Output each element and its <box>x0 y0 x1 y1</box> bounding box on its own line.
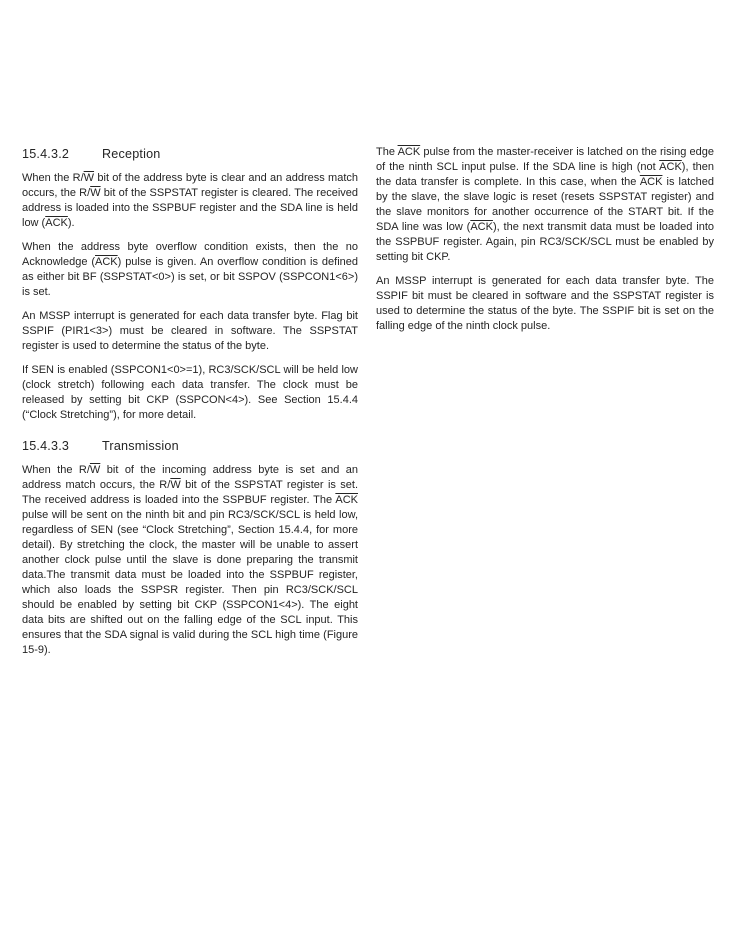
text-run: ) pulse is given. An overflow condition is defined as either bit BF (SSPSTAT<0>) is set, or bit SSPOV (SSPCON1<6>) is set. <box>22 256 358 298</box>
section-title: Reception <box>102 147 161 161</box>
text-run: is latched by the slave, the slave logic is reset (resets SSPSTAT register) and the slave monitors for another occurrence of the START bit. If the SDA line was low ( <box>376 176 714 233</box>
overlined-signal: $\overline{ACK}$ <box>95 256 118 268</box>
paragraph <box>22 463 358 658</box>
text-run: When the R/ <box>22 172 84 184</box>
text-run: The <box>376 146 398 158</box>
column-left <box>22 147 358 667</box>
text-run: pulse from the master-receiver is latched on the rising edge of the ninth SCL input pulse. If the SDA line is high (not <box>376 146 714 173</box>
section-heading <box>22 147 358 162</box>
text-run: ), then the data transfer is complete. In this case, when the <box>376 161 715 188</box>
text-run: When the R/ <box>22 464 90 476</box>
paragraph <box>376 145 714 265</box>
text-run: If SEN is enabled (SSPCON1<0>=1), RC3/SCK/SCL will be held low (clock stretch) following each data transfer. The clock must be released by setting bit CKP (SSPCON<4>). See Section 15.4.4 (“Clock Stretching”), for more detail. <box>22 364 358 421</box>
section-number: 15.4.3.2 <box>22 147 70 161</box>
overlined-signal: $\overline{ACK}$ <box>45 217 68 229</box>
text-run: When the address byte overflow condition exists, then the no Acknowledge ( <box>22 241 358 268</box>
overlined-signal: $\overline{ACK}$ <box>335 494 358 506</box>
overlined-signal: $\overline{W}$ <box>83 172 95 184</box>
column-right <box>376 145 714 343</box>
text-run: bit of the incoming address byte is set and an address match occurs, the R/ <box>22 464 358 491</box>
overlined-signal: $\overline{ACK}$ <box>639 176 663 188</box>
paragraph <box>22 363 358 423</box>
text-run: bit of the SSPSTAT register is set. The received address is loaded into the SSPBUF register. The <box>22 479 359 506</box>
section-title: Transmission <box>102 439 179 453</box>
section-heading <box>22 439 358 454</box>
text-run: pulse will be sent on the ninth bit and pin RC3/SCK/SCL is held low, regardless of SEN (see “Clock Stretching”, Section 15.4.4, for more detail). By stretching the clock, the master will be unable to assert another clock pulse until the slave is done preparing the transmit data.The transmit data must be loaded into the SSPBUF register, which also loads the SSPSR register. Then pin RC3/SCK/SCL should be enabled by setting bit CKP (SSPCON1<4>). The eight data bits are shifted out on the falling edge of the SCL input. This ensures that the SDA signal is valid during the SCL high time (Figure 15-9). <box>22 509 358 656</box>
section-number: 15.4.3.3 <box>22 439 70 453</box>
overlined-signal: $\overline{ACK}$ <box>397 146 421 158</box>
text-run: bit of the SSPSTAT register is cleared. The received address is loaded into the SSPBUF register and the SDA line is held low ( <box>22 187 358 229</box>
text-run: bit of the address byte is clear and an address match occurs, the R/ <box>22 172 359 199</box>
overlined-signal: $\overline{W}$ <box>90 187 101 199</box>
text-run: ), the next transmit data must be loaded into the SSPBUF register. Again, pin RC3/SCK/SCL must be enabled by setting bit CKP. <box>376 221 714 263</box>
text-run: ). <box>67 217 75 229</box>
overlined-signal: $\overline{ACK}$ <box>470 221 493 233</box>
text-run: An MSSP interrupt is generated for each data transfer byte. The SSPIF bit must be cleared in software and the SSPSTAT register is used to determine the status of the byte. The SSPIF bit is set on the falling edge of the ninth clock pulse. <box>376 275 714 332</box>
overlined-signal: $\overline{ACK}$ <box>659 161 682 173</box>
overlined-signal: $\overline{W}$ <box>170 479 181 491</box>
text-run: An MSSP interrupt is generated for each data transfer byte. Flag bit SSPIF (PIR1<3>) must be cleared in software. The SSPSTAT register is used to determine the status of the byte. <box>22 310 358 352</box>
paragraph <box>22 309 358 354</box>
paragraph <box>22 240 358 300</box>
paragraph <box>376 274 714 334</box>
overlined-signal: $\overline{W}$ <box>89 464 101 476</box>
paragraph <box>22 171 358 231</box>
